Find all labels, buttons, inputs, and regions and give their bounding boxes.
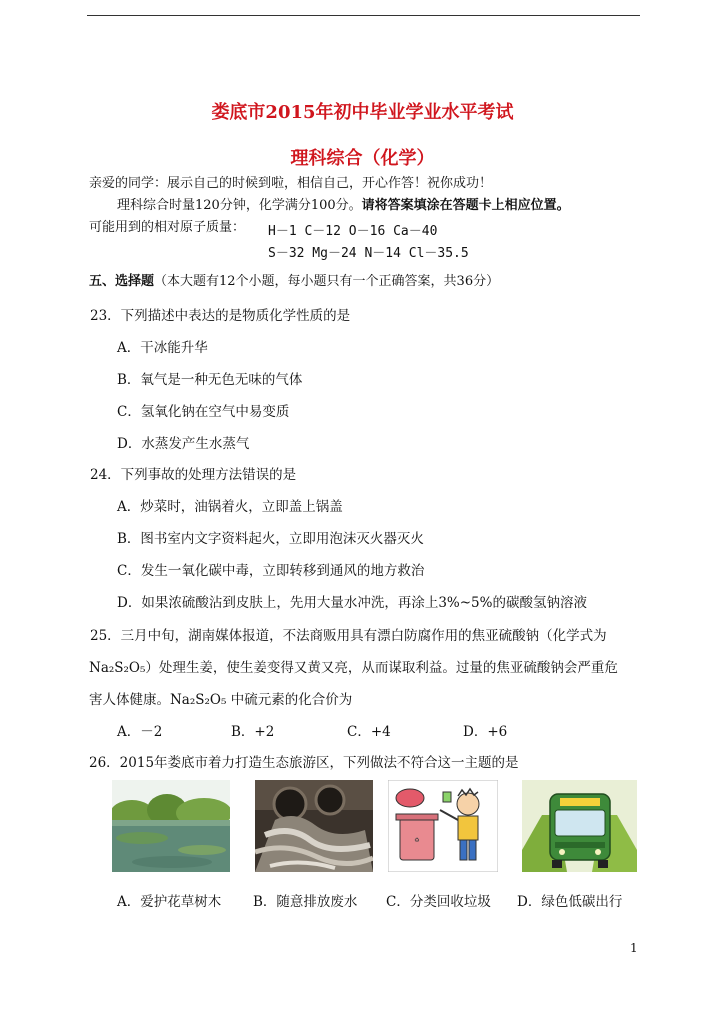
q26-caption-d: D．绿色低碳出行 bbox=[517, 894, 623, 910]
exam-subtitle: 理科综合（化学） bbox=[290, 148, 435, 169]
q25-option-b: B．+2 bbox=[231, 724, 275, 740]
question-24-stem: 24．下列事故的处理方法错误的是 bbox=[90, 467, 297, 483]
section-heading bbox=[89, 273, 499, 291]
q24-option-c: C．发生一氧化碳中毒，立即转移到通风的地方救治 bbox=[117, 563, 425, 579]
q25-option-a: A．－2 bbox=[117, 724, 163, 740]
q23-option-b: B．氧气是一种无色无味的气体 bbox=[117, 372, 303, 388]
picture-park-trees bbox=[112, 780, 230, 872]
svg-text:♻: ♻ bbox=[414, 837, 420, 844]
answer-sheet-note: 请将答案填涂在答题卡上相应位置。 bbox=[361, 198, 570, 213]
intro-time-note bbox=[117, 197, 570, 215]
q26-caption-a: A．爱护花草树木 bbox=[117, 894, 222, 910]
q24-option-b: B．图书室内文字资料起火，立即用泡沫灭火器灭火 bbox=[117, 531, 424, 547]
atomic-masses-row1: H－1 C－12 O－16 Ca－40 bbox=[268, 224, 438, 239]
q24-option-a: A．炒菜时，油锅着火，立即盖上锅盖 bbox=[117, 499, 343, 515]
atomic-masses-label: 可能用到的相对原子质量： bbox=[89, 220, 246, 235]
q26-caption-c: C．分类回收垃圾 bbox=[386, 894, 491, 910]
question-23-stem: 23．下列描述中表达的是物质化学性质的是 bbox=[90, 308, 351, 324]
atomic-masses-row2: S－32 Mg－24 N－14 Cl－35.5 bbox=[268, 246, 469, 261]
question-26-stem: 26．2015年娄底市着力打造生态旅游区，下列做法不符合这一主题的是 bbox=[89, 755, 519, 771]
question-25-line2: Na₂S₂O₅）处理生姜，使生姜变得又黄又亮，从而谋取利益。过量的焦亚硫酸钠会严重危 bbox=[89, 660, 618, 676]
time-note-text: 理科综合时量120分钟，化学满分100分。 bbox=[117, 198, 362, 213]
section-desc: （本大题有12个小题，每小题只有一个正确答案，共36分） bbox=[154, 274, 500, 289]
q23-option-c: C．氢氧化钠在空气中易变质 bbox=[117, 404, 290, 420]
header-rule bbox=[87, 15, 640, 16]
question-25-line1: 25．三月中旬，湖南媒体报道，不法商贩用具有漂白防腐作用的焦亚硫酸钠（化学式为 bbox=[90, 628, 607, 644]
q26-caption-b: B．随意排放废水 bbox=[253, 894, 358, 910]
q24-option-d: D．如果浓硫酸沾到皮肤上，先用大量水冲洗，再涂上3%~5%的碳酸氢钠溶液 bbox=[117, 595, 587, 611]
q25-option-d: D．+6 bbox=[463, 724, 508, 740]
picture-recycling-bin bbox=[388, 780, 506, 872]
page-number: 1 bbox=[630, 941, 638, 955]
question-25-line3: 害人体健康。Na₂S₂O₅ 中硫元素的化合价为 bbox=[89, 692, 353, 708]
intro-greeting: 亲爱的同学：展示自己的时候到啦，相信自己，开心作答！祝你成功！ bbox=[89, 176, 493, 191]
picture-green-bus bbox=[522, 780, 640, 872]
q23-option-a: A．干冰能升华 bbox=[117, 340, 208, 356]
q23-option-d: D．水蒸发产生水蒸气 bbox=[117, 436, 250, 452]
section-title: 五、选择题 bbox=[89, 274, 155, 289]
picture-waste-water bbox=[255, 780, 373, 872]
exam-title: 娄底市2015年初中毕业学业水平考试 bbox=[211, 102, 514, 123]
q25-option-c: C．+4 bbox=[347, 724, 391, 740]
